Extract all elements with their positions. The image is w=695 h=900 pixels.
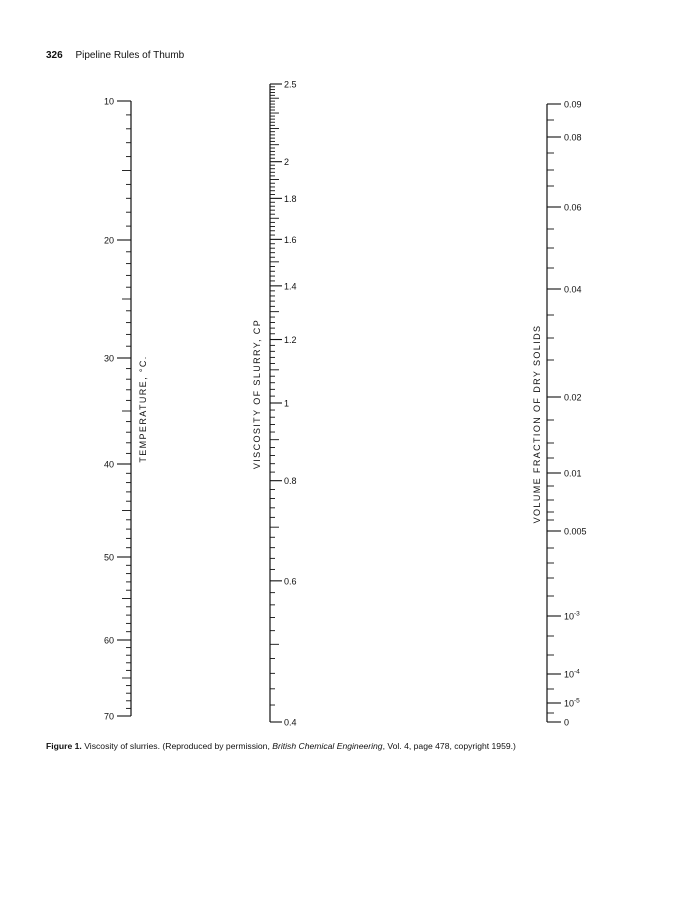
volume-fraction-tick-label: 0.01 — [564, 468, 582, 479]
temperature-tick-label: 60 — [103, 635, 114, 646]
volume-fraction-tick-label: 0.02 — [564, 392, 582, 403]
volume-fraction-tick-label: $10^{-3}$ — [564, 610, 580, 622]
viscosity-tick-label: 0.4 — [284, 717, 297, 728]
caption-journal: British Chemical Engineering — [272, 741, 383, 751]
temperature-tick-label: 30 — [103, 353, 114, 364]
volume-fraction-tick-label: 0.04 — [564, 284, 582, 295]
volume-fraction-tick-label: $10^{-5}$ — [564, 697, 580, 709]
volume-fraction-tick-label: $10^{-4}$ — [564, 668, 580, 680]
caption-text-after: , Vol. 4, page 478, copyright 1959.) — [382, 741, 516, 751]
caption-text-before: Viscosity of slurries. (Reproduced by permission, — [84, 741, 273, 751]
volume-fraction-scale — [532, 100, 587, 728]
viscosity-tick-label: 0.6 — [284, 576, 297, 587]
temperature-tick-label: 70 — [103, 711, 114, 722]
temperature-tick-label: 10 — [103, 96, 114, 107]
volume-fraction-tick-label: 0.005 — [564, 526, 587, 537]
volume-fraction-tick-label: 0 — [564, 717, 570, 728]
viscosity-axis-title: VISCOSITY OF SLURRY, CP — [252, 318, 262, 470]
temperature-tick-label: 20 — [103, 235, 114, 246]
temperature-axis-title: TEMPERATURE, °C. — [138, 355, 148, 463]
page-number: 326 — [46, 50, 63, 61]
viscosity-tick-label: 1.8 — [284, 193, 297, 204]
temperature-scale — [104, 97, 148, 722]
temperature-tick-label: 50 — [103, 552, 114, 563]
viscosity-tick-label: 0.8 — [284, 476, 297, 487]
volume-fraction-tick-label: 0.09 — [564, 99, 582, 110]
volume-fraction-tick-label: 0.08 — [564, 132, 582, 143]
figure-label: Figure 1. — [46, 741, 82, 751]
temperature-tick-label: 40 — [103, 459, 114, 470]
volume-fraction-tick-label: 0.06 — [564, 202, 582, 213]
viscosity-tick-label: 2 — [284, 157, 290, 168]
viscosity-scale — [252, 80, 297, 728]
figure-caption — [46, 741, 516, 751]
viscosity-tick-label: 1.4 — [284, 281, 297, 292]
volume-fraction-axis-title: VOLUME FRACTION OF DRY SOLIDS — [532, 324, 542, 524]
viscosity-tick-label: 2.5 — [284, 79, 297, 90]
viscosity-tick-label: 1 — [284, 398, 290, 409]
viscosity-tick-label: 1.2 — [284, 335, 297, 346]
viscosity-tick-label: 1.6 — [284, 234, 297, 245]
book-title: Pipeline Rules of Thumb — [75, 50, 185, 61]
